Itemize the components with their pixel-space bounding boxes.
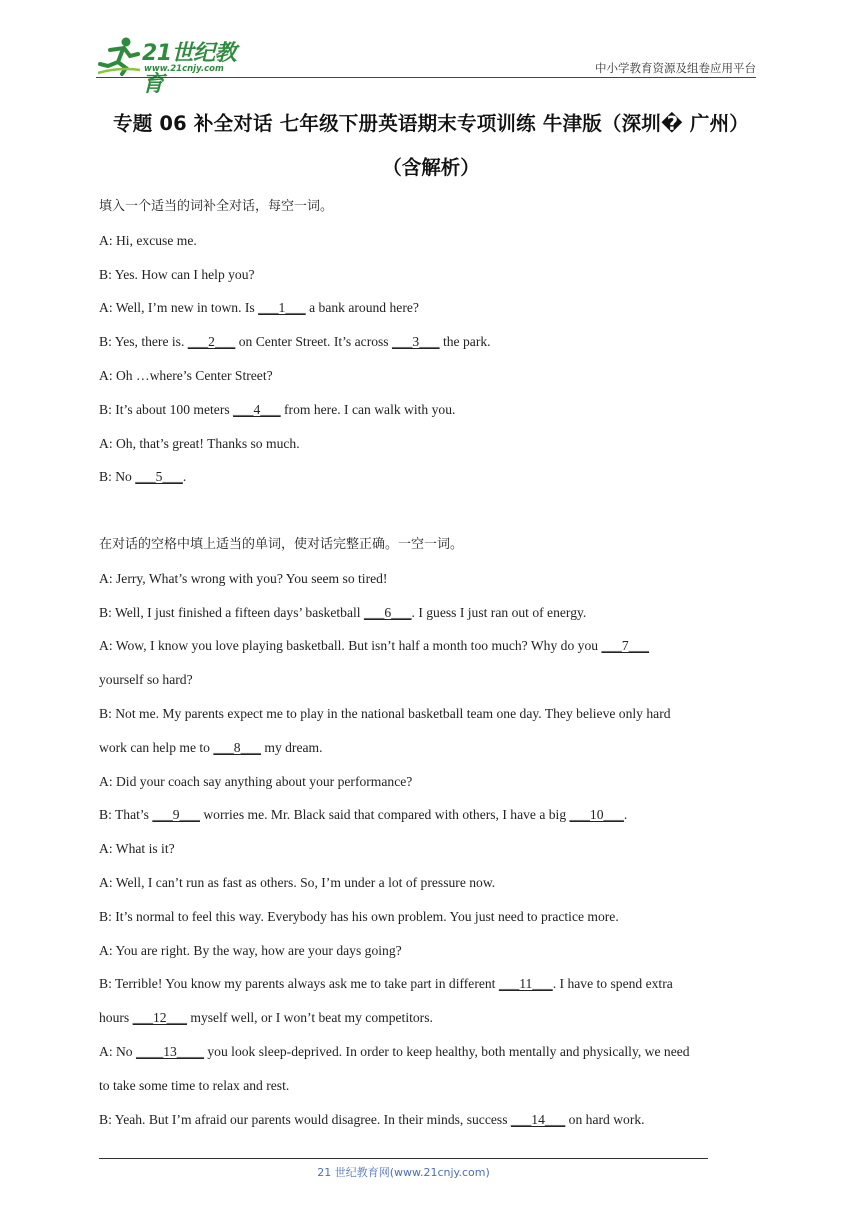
dialogue-line	[99, 433, 764, 467]
site-logo[interactable]	[96, 34, 256, 97]
dialogue-line	[99, 1041, 764, 1075]
line-text: A: No	[99, 1043, 137, 1059]
line-text: hours	[99, 1010, 133, 1026]
header-platform-text: 中小学教育资源及组卷应用平台	[595, 61, 756, 75]
answer-blank: ____13____	[136, 1043, 204, 1059]
line-text: on Center Street. It’s across	[235, 334, 392, 350]
dialogue-line	[99, 297, 764, 331]
dialogue-line	[99, 872, 764, 906]
footer-link[interactable]: 21 世纪教育网(www.21cnjy.com)	[317, 1166, 490, 1179]
line-text: yourself so hard?	[99, 672, 193, 688]
line-text: B: Terrible! You know my parents always ask me to take part in different	[99, 976, 499, 992]
line-text: work can help me to	[99, 739, 214, 755]
dialogue-line	[99, 635, 764, 669]
section-gap	[99, 500, 764, 534]
section2-instruction: 在对话的空格中填上适当的单词，使对话完整正确。一空一词。	[99, 536, 464, 552]
line-text: . I have to spend extra	[552, 976, 673, 992]
document-title-line2: （含解析）	[382, 156, 480, 179]
line-text: A: Hi, excuse me.	[99, 232, 197, 248]
runner-logo-icon	[96, 36, 142, 76]
dialogue-line	[99, 264, 764, 298]
dialogue-line	[99, 399, 764, 433]
line-text: myself well, or I won’t beat my competitors.	[186, 1010, 433, 1026]
line-text: B: No	[99, 469, 136, 485]
dialogue-line	[99, 466, 764, 500]
section1-instruction: 填入一个适当的词补全对话，每空一词。	[99, 199, 334, 214]
line-text: B: Not me. My parents expect me to play in the national basketball team one day. They believe only hard	[99, 705, 671, 721]
line-text: worries me. Mr. Black said that compared with others, I have a big	[199, 807, 570, 823]
line-text: .	[623, 807, 628, 823]
dialogue-line	[99, 804, 764, 838]
dialogue-line	[99, 940, 764, 974]
answer-blank: ___10___	[569, 807, 624, 823]
dialogue-line	[99, 230, 764, 264]
dialogue-line	[99, 568, 764, 602]
logo-url: www.21cnjy.com	[144, 64, 224, 74]
dialogue-line	[99, 331, 764, 365]
line-text: B: Yes. How can I help you?	[99, 266, 255, 282]
answer-blank: ___6___	[363, 604, 412, 620]
header-divider	[96, 77, 756, 78]
answer-blank: ___11___	[498, 976, 553, 992]
line-text: my dream.	[260, 739, 323, 755]
answer-blank: ___7___	[601, 638, 650, 654]
document-body	[99, 196, 764, 1142]
dialogue-line	[99, 703, 764, 737]
line-text: B: It’s about 100 meters	[99, 401, 234, 417]
answer-blank: ___8___	[213, 739, 261, 755]
dialogue-line	[99, 1007, 764, 1041]
dialogue-line	[99, 1109, 764, 1143]
section1-dialogue	[99, 230, 764, 500]
line-text: A: Did your coach say anything about your performance?	[99, 773, 413, 789]
section2-dialogue	[99, 568, 764, 1143]
line-text: B: Yes, there is.	[99, 334, 188, 350]
line-text: A: What is it?	[99, 841, 175, 857]
page-header	[96, 34, 756, 97]
dialogue-line	[99, 737, 764, 771]
answer-blank: ___3___	[392, 334, 440, 350]
answer-blank: ___12___	[132, 1010, 187, 1026]
line-text: A: Well, I can’t run as fast as others. So, I’m under a lot of pressure now.	[99, 874, 496, 890]
line-text: A: Jerry, What’s wrong with you? You seem so tired!	[99, 570, 388, 586]
dialogue-line	[99, 1075, 764, 1109]
dialogue-line	[99, 906, 764, 940]
line-text: a bank around here?	[305, 300, 419, 316]
logo-text: 21世纪教育	[142, 41, 237, 97]
line-text: A: Wow, I know you love playing basketball. But isn’t half a month too much? Why do you	[99, 638, 602, 654]
line-text: B: It’s normal to feel this way. Everybody has his own problem. You just need to practice more.	[99, 908, 619, 924]
answer-blank: ___4___	[233, 401, 281, 417]
line-text: B: Yeah. But I’m afraid our parents would disagree. In their minds, success	[99, 1111, 511, 1127]
line-text: you look sleep-deprived. In order to keep healthy, both mentally and physically, we need	[203, 1043, 690, 1059]
document-title: 专题 06 补全对话 七年级下册英语期末专项训练 牛津版（深圳� 广州）	[113, 112, 749, 135]
line-text: to take some time to relax and rest.	[99, 1077, 290, 1093]
answer-blank: ___2___	[187, 334, 236, 350]
line-text: B: That’s	[99, 807, 153, 823]
line-text: . I guess I just ran out of energy.	[411, 604, 587, 620]
line-text: A: Oh …where’s Center Street?	[99, 367, 273, 383]
line-text: A: Well, I’m new in town. Is	[99, 300, 259, 316]
footer-divider	[99, 1158, 708, 1159]
dialogue-line	[99, 602, 764, 636]
dialogue-line	[99, 973, 764, 1007]
answer-blank: ___1___	[258, 300, 306, 316]
line-text: B: Well, I just finished a fifteen days’ basketball	[99, 604, 364, 620]
line-text: the park.	[439, 334, 491, 350]
answer-blank: ___5___	[135, 469, 183, 485]
line-text: A: Oh, that’s great! Thanks so much.	[99, 435, 300, 451]
line-text: .	[182, 469, 187, 485]
line-text: on hard work.	[565, 1111, 645, 1127]
dialogue-line	[99, 771, 764, 805]
answer-blank: ___9___	[152, 807, 200, 823]
dialogue-line	[99, 838, 764, 872]
answer-blank: ___14___	[510, 1111, 566, 1127]
line-text: from here. I can walk with you.	[280, 401, 456, 417]
dialogue-line	[99, 365, 764, 399]
line-text: A: You are right. By the way, how are your days going?	[99, 942, 402, 958]
dialogue-line	[99, 669, 764, 703]
